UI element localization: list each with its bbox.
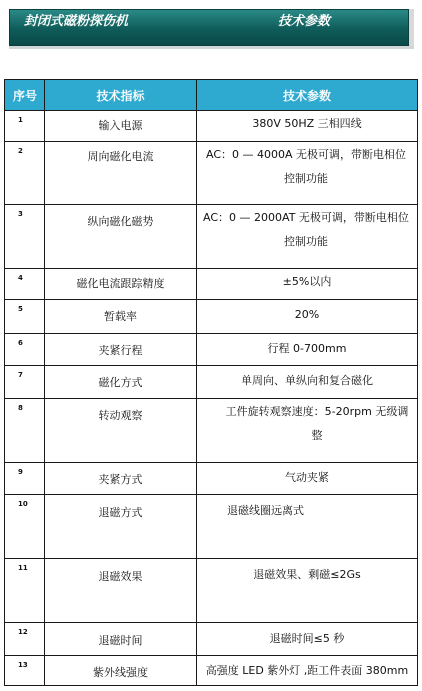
- row-item: 紫外线强度: [45, 656, 197, 686]
- row-item: 夹紧方式: [45, 463, 197, 495]
- row-value: 退磁效果、剩磁≤2Gs: [197, 559, 418, 623]
- table-row: [5, 559, 418, 623]
- table-row: [5, 656, 418, 686]
- table-row: [5, 142, 418, 205]
- table-row: [5, 269, 418, 300]
- table-row: [5, 334, 418, 366]
- row-item: 退磁效果: [45, 559, 197, 623]
- row-item: 夹紧行程: [45, 334, 197, 366]
- table-row: [5, 623, 418, 656]
- header-index: 序号: [5, 80, 45, 111]
- row-index: 8: [5, 399, 45, 463]
- row-value: AC：0 — 4000A 无极可调，带断电相位控制功能: [197, 142, 418, 205]
- row-index: 11: [5, 559, 45, 623]
- row-value: 高强度 LED 紫外灯 ,距工件表面 380mm: [197, 656, 418, 686]
- row-value: 退磁线圈远离式: [197, 495, 418, 559]
- banner-edge: [409, 9, 414, 46]
- row-index: 1: [5, 111, 45, 142]
- specs-table: [4, 79, 418, 686]
- row-index: 3: [5, 205, 45, 269]
- banner-title-machine: 封闭式磁粉探伤机: [24, 14, 129, 29]
- row-item: 周向磁化电流: [45, 142, 197, 205]
- row-value: 20%: [197, 300, 418, 334]
- row-value: 单周向、单纵向和复合磁化: [197, 366, 418, 399]
- table-row: [5, 205, 418, 269]
- row-index: 4: [5, 269, 45, 300]
- row-value: 退磁时间≤5 秒: [197, 623, 418, 656]
- row-item: 退磁时间: [45, 623, 197, 656]
- table-row: [5, 399, 418, 463]
- table-row: [5, 463, 418, 495]
- row-value: 380V 50HZ 三相四线: [197, 111, 418, 142]
- table-row: [5, 111, 418, 142]
- row-item: 磁化方式: [45, 366, 197, 399]
- table-row: [5, 300, 418, 334]
- row-value: AC：0 — 2000AT 无极可调，带断电相位控制功能: [197, 205, 418, 269]
- banner-shadow: [9, 46, 414, 49]
- header-item: 技术指标: [45, 80, 197, 111]
- row-index: 9: [5, 463, 45, 495]
- row-value: 工件旋转观察速度：5-20rpm 无级调整: [197, 399, 418, 463]
- banner-title-specs: 技术参数: [278, 14, 331, 29]
- row-item: 输入电源: [45, 111, 197, 142]
- row-item: 暂载率: [45, 300, 197, 334]
- row-item: 转动观察: [45, 399, 197, 463]
- table-header-row: [5, 80, 418, 111]
- header-value: 技术参数: [197, 80, 418, 111]
- row-value: ±5%以内: [197, 269, 418, 300]
- row-item: 纵向磁化磁势: [45, 205, 197, 269]
- row-index: 5: [5, 300, 45, 334]
- row-index: 13: [5, 656, 45, 686]
- row-index: 10: [5, 495, 45, 559]
- row-item: 退磁方式: [45, 495, 197, 559]
- row-value: 行程 0-700mm: [197, 334, 418, 366]
- row-index: 12: [5, 623, 45, 656]
- row-value: 气动夹紧: [197, 463, 418, 495]
- row-index: 6: [5, 334, 45, 366]
- row-index: 2: [5, 142, 45, 205]
- table-row: [5, 495, 418, 559]
- row-index: 7: [5, 366, 45, 399]
- row-item: 磁化电流跟踪精度: [45, 269, 197, 300]
- table-row: [5, 366, 418, 399]
